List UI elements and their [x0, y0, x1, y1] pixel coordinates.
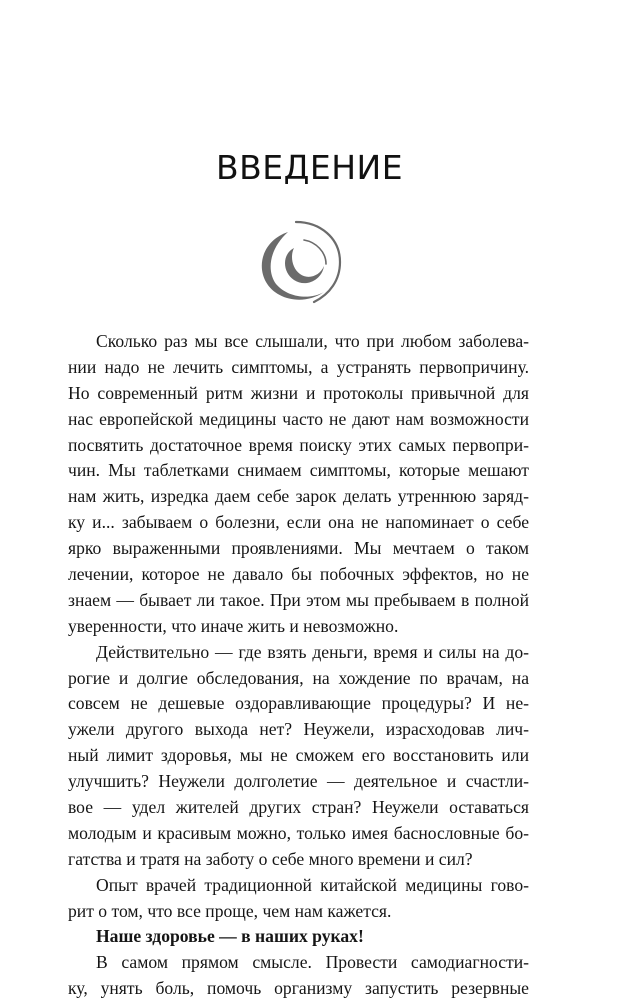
text-line: лечении, которое не давало бы побочных эффектов, но не [68, 564, 529, 585]
text-line: нии надо не лечить симптомы, а устранять первопричину. [68, 356, 529, 377]
text-line: Сколько раз мы все слышали, что при любом заболева- [96, 331, 529, 351]
paragraph-1 [68, 329, 529, 640]
text-line: ужели другого выхода нет? Неужели, израсходовав лич- [68, 719, 529, 740]
text-line: ку и... забываем о болезни, если она не напоминает о себе [68, 512, 529, 533]
text-line: рит о том, что все проще, чем нам кажется. [68, 900, 392, 921]
paragraph-4-bold [68, 924, 529, 950]
text-line: В самом прямом смысле. Провести самодиагности- [96, 952, 529, 973]
text-line: чин. Мы таблетками снимаем симптомы, которые мешают [68, 460, 529, 481]
text-line: гатства и тратя на заботу о себе много времени и сил? [68, 848, 473, 869]
text-line: нам жить, изредка даем себе зарок делать утреннюю заряд- [68, 486, 529, 507]
paragraph-5 [68, 950, 529, 1002]
swirl-ornament-icon [250, 218, 350, 308]
text-line: ярко выраженными проявлениями. Мы мечтаем о таком [68, 538, 529, 559]
text-line: совсем не дешевые оздоравливающие процедуры? И не- [68, 693, 529, 714]
body-text [68, 329, 529, 1002]
text-line: Но современный ритм жизни и протоколы привычной для [68, 382, 529, 403]
text-line: уверенности, что иначе жить и невозможно. [68, 615, 399, 636]
text-line: рогие и долгие обследования, на хождение по врачам, на [68, 667, 529, 688]
text-line: молодым и красивым можно, только имея баснословные бо- [68, 822, 529, 843]
text-line: нас европейской медицины часто не дают нам возможности [68, 408, 529, 429]
text-line: ку, унять боль, помочь организму запустить резервные [68, 978, 529, 999]
text-line: Опыт врачей традиционной китайской медицины гово- [96, 874, 529, 895]
text-line: вое — удел жителей других стран? Неужели оставаться [68, 797, 529, 818]
chapter-title: ВВЕДЕНИЕ [215, 148, 404, 187]
text-line: посвятить достаточное время поиску этих самых первопри- [68, 434, 529, 455]
bold-statement: Наше здоровье — в наших руках! [96, 926, 364, 947]
text-line: улучшить? Неужели долголетие — деятельное и счастли- [68, 771, 529, 792]
text-line: Действительно — где взять деньги, время и силы на до- [96, 641, 529, 662]
text-line: ный лимит здоровья, мы не сможем его восстановить или [68, 745, 529, 766]
text-line: знаем — бывает ли такое. При этом мы пребываем в полной [68, 589, 529, 610]
paragraph-3 [68, 873, 529, 925]
paragraph-2 [68, 640, 529, 873]
